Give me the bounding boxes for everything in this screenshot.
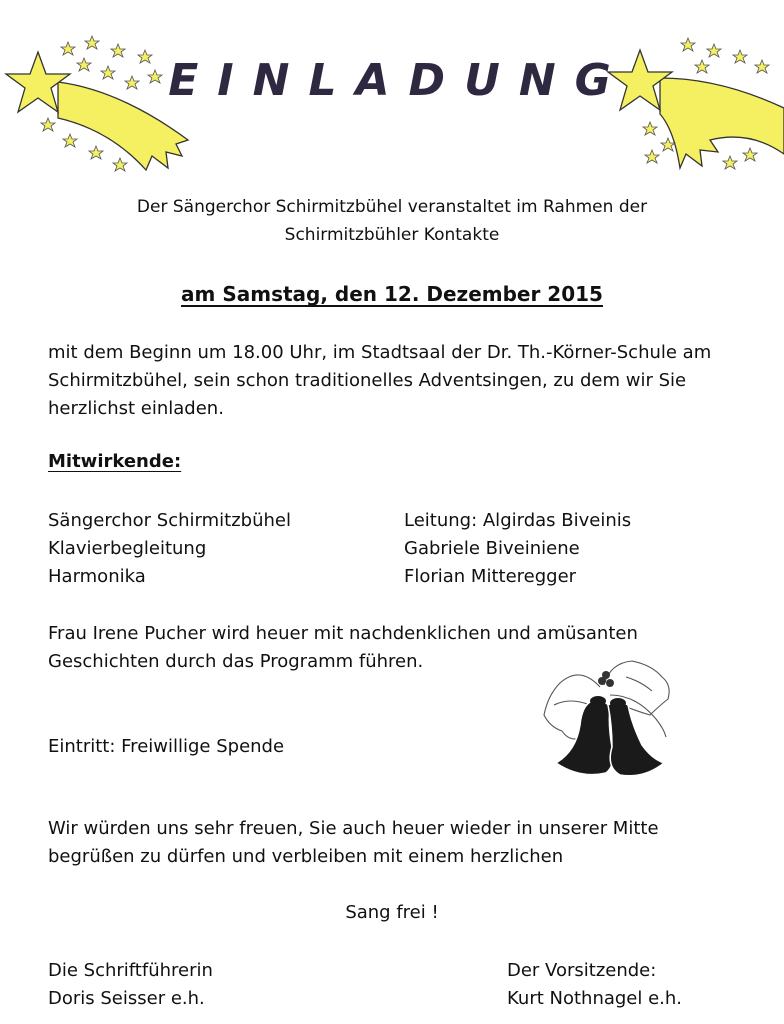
participants-names: [404, 507, 631, 591]
intro-line: Schirmitzbühler Kontakte: [284, 225, 500, 245]
body-line: herzlichst einladen.: [48, 398, 224, 419]
participant-role: Harmonika: [48, 566, 146, 587]
body-line: Schirmitzbühel, sein schon traditionelles Adventsingen, zu dem wir Sie: [48, 370, 687, 391]
event-date-text: am Samstag, den 12. Dezember 2015: [181, 282, 603, 306]
signature-right-name: Kurt Nothnagel e.h.: [507, 988, 683, 1009]
signature-left-title: Die Schriftführerin: [48, 960, 213, 981]
participants-heading: Mitwirkende:: [48, 451, 182, 472]
body-line: mit dem Beginn um 18.00 Uhr, im Stadtsaal der Dr. Th.-Körner-Schule am: [48, 342, 712, 363]
participant-role: Klavierbegleitung: [48, 538, 207, 559]
christmas-bells-icon: [540, 655, 680, 785]
participant-name: Gabriele Biveiniene: [404, 538, 580, 559]
signature-left: [48, 957, 213, 1013]
intro-text: [0, 193, 784, 249]
closing-line: begrüßen zu dürfen und verbleiben mit einem herzlichen: [48, 846, 564, 867]
closing-line: Wir würden uns sehr freuen, Sie auch heuer wieder in unserer Mitte: [48, 818, 659, 839]
participant-name: Florian Mitteregger: [404, 566, 577, 587]
participant-name: Leitung: Algirdas Biveinis: [404, 510, 632, 531]
closing-paragraph: [48, 815, 768, 871]
host-line: Geschichten durch das Programm führen.: [48, 651, 424, 672]
entry-fee: Eintritt: Freiwillige Spende: [48, 736, 285, 757]
participants-roles: [48, 507, 291, 591]
intro-line: Der Sängerchor Schirmitzbühel veranstaltet im Rahmen der: [136, 197, 648, 217]
signature-right-title: Der Vorsitzende:: [507, 960, 657, 981]
signature-right: [507, 957, 682, 1013]
event-date: [0, 282, 784, 306]
page-title: EINLADUNG: [168, 55, 630, 106]
greeting: Sang frei !: [345, 902, 439, 923]
host-line: Frau Irene Pucher wird heuer mit nachdenklichen und amüsanten: [48, 623, 638, 644]
signature-left-name: Doris Seisser e.h.: [48, 988, 205, 1009]
participant-role: Sängerchor Schirmitzbühel: [48, 510, 291, 531]
body-paragraph: [48, 339, 768, 423]
